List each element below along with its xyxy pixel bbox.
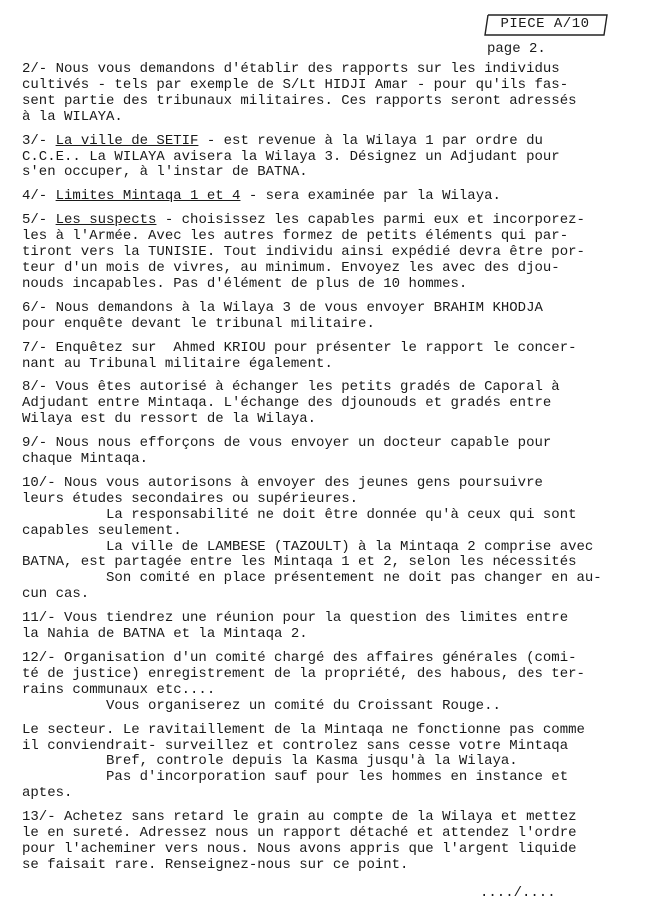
text-line: 6/- Nous demandons à la Wilaya 3 de vous envoyer BRAHIM KHODJA: [22, 299, 543, 316]
text-line: rains communaux etc....: [22, 681, 216, 698]
text-line: 7/- Enquêtez sur Ahmed KRIOU pour présenter le rapport le concer-: [22, 339, 577, 356]
paragraph: [22, 62, 634, 126]
continuation-marker: ..../....: [480, 885, 556, 901]
text-line: té de justice) enregistrement de la propriété, des habous, des ter-: [22, 665, 585, 682]
paragraph-first-line: [22, 134, 634, 150]
paragraph: [22, 476, 634, 603]
text-line: Son comité en place présentement ne doit pas changer en au-: [22, 570, 602, 587]
page-number: page 2.: [487, 41, 546, 57]
text-line: pour enquête devant le tribunal militaire.: [22, 315, 375, 332]
paragraph-first-line: [22, 213, 634, 229]
item-heading-rest: - sera examinée par la Wilaya.: [240, 188, 501, 205]
piece-reference: PIECE A/10: [500, 16, 590, 32]
text-line: Adjudant entre Mintaqa. L'échange des djounouds et gradés entre: [22, 395, 552, 412]
text-line: 2/- Nous vous demandons d'établir des rapports sur les individus: [22, 61, 560, 77]
text-line: le en sureté. Adressez nous un rapport détaché et attendez l'ordre: [22, 825, 577, 842]
item-heading: La ville de SETIF: [55, 132, 199, 149]
text-line: 13/- Achetez sans retard le grain au compte de la Wilaya et mettez: [22, 809, 577, 826]
paragraph: [22, 810, 634, 874]
text-line: nouds incapables. Pas d'élément de plus de 10 hommes.: [22, 275, 468, 292]
item-heading-rest: - choisissez les capables parmi eux et incorporez-: [156, 212, 585, 229]
item-heading-rest: - est revenue à la Wilaya 1 par ordre du: [198, 132, 543, 149]
text-line: aptes.: [22, 785, 73, 802]
text-line: Bref, controle depuis la Kasma jusqu'à la Wilaya.: [22, 753, 518, 770]
paragraph-first-line: [22, 189, 634, 205]
document-body: [22, 62, 634, 882]
text-line: se faisait rare. Renseignez-nous sur ce point.: [22, 856, 409, 873]
text-line: 8/- Vous êtes autorisé à échanger les petits gradés de Caporal à: [22, 379, 560, 396]
text-line: cun cas.: [22, 586, 90, 603]
text-line: Vous organiserez un comité du Croissant Rouge..: [22, 697, 501, 714]
text-line: La responsabilité ne doit être donnée qu'à ceux qui sont: [22, 506, 577, 523]
text-line: 11/- Vous tiendrez une réunion pour la question des limites entre: [22, 610, 569, 627]
paragraph: [22, 341, 634, 373]
text-line: il conviendrait- surveillez et controlez sans cesse votre Mintaqa: [22, 737, 569, 754]
text-line: capables seulement.: [22, 522, 182, 539]
text-line: leurs études secondaires ou supérieures.: [22, 490, 359, 507]
text-line: pour l'acheminer vers nous. Nous avons appris que l'argent liquide: [22, 840, 577, 857]
paragraph: [22, 213, 634, 293]
item-number: 5/-: [22, 212, 56, 229]
text-line: BATNA, est partagée entre les Mintaqa 1 et 2, selon les nécessités: [22, 554, 577, 571]
paragraph: [22, 651, 634, 715]
text-line: nant au Tribunal militaire également.: [22, 355, 333, 372]
paragraph: [22, 380, 634, 428]
item-number: 4/-: [22, 188, 56, 205]
text-line: La ville de LAMBESE (TAZOULT) à la Mintaqa 2 comprise avec: [22, 538, 594, 555]
text-line: 12/- Organisation d'un comité chargé des affaires générales (comi-: [22, 650, 577, 666]
text-line: à la WILAYA.: [22, 108, 123, 125]
paragraph: [22, 611, 634, 643]
paragraph: [22, 189, 634, 205]
text-line: Pas d'incorporation sauf pour les hommes en instance et: [22, 769, 569, 786]
text-line: C.C.E.. La WILAYA avisera la Wilaya 3. Désignez un Adjudant pour: [22, 148, 560, 165]
item-heading: Les suspects: [55, 212, 157, 229]
paragraph: [22, 301, 634, 333]
item-heading: Limites Mintaqa 1 et 4: [55, 188, 241, 205]
text-line: teur d'un mois de vivres, au minimum. Envoyez les avec des djou-: [22, 259, 560, 276]
paragraph: [22, 134, 634, 182]
text-line: Le secteur. Le ravitaillement de la Mintaqa ne fonctionne pas comme: [22, 721, 585, 738]
text-line: la Nahia de BATNA et la Mintaqa 2.: [22, 626, 308, 643]
text-line: tiront vers la TUNISIE. Tout individu ainsi expédié devra être por-: [22, 244, 585, 261]
paragraph: [22, 723, 634, 803]
text-line: 9/- Nous nous efforçons de vous envoyer un docteur capable pour: [22, 435, 552, 452]
text-line: s'en occuper, à l'instar de BATNA.: [22, 164, 308, 181]
paragraph: [22, 436, 634, 468]
text-line: sent partie des tribunaux militaires. Ces rapports seront adressés: [22, 92, 577, 109]
text-line: cultivés - tels par exemple de S/Lt HIDJI Amar - pour qu'ils fas-: [22, 76, 569, 93]
text-line: 10/- Nous vous autorisons à envoyer des jeunes gens poursuivre: [22, 474, 543, 491]
text-line: chaque Mintaqa.: [22, 451, 149, 468]
item-number: 3/-: [22, 132, 56, 149]
text-line: les à l'Armée. Avec les autres formez de petits éléments qui par-: [22, 228, 569, 245]
text-line: Wilaya est du ressort de la Wilaya.: [22, 411, 317, 428]
